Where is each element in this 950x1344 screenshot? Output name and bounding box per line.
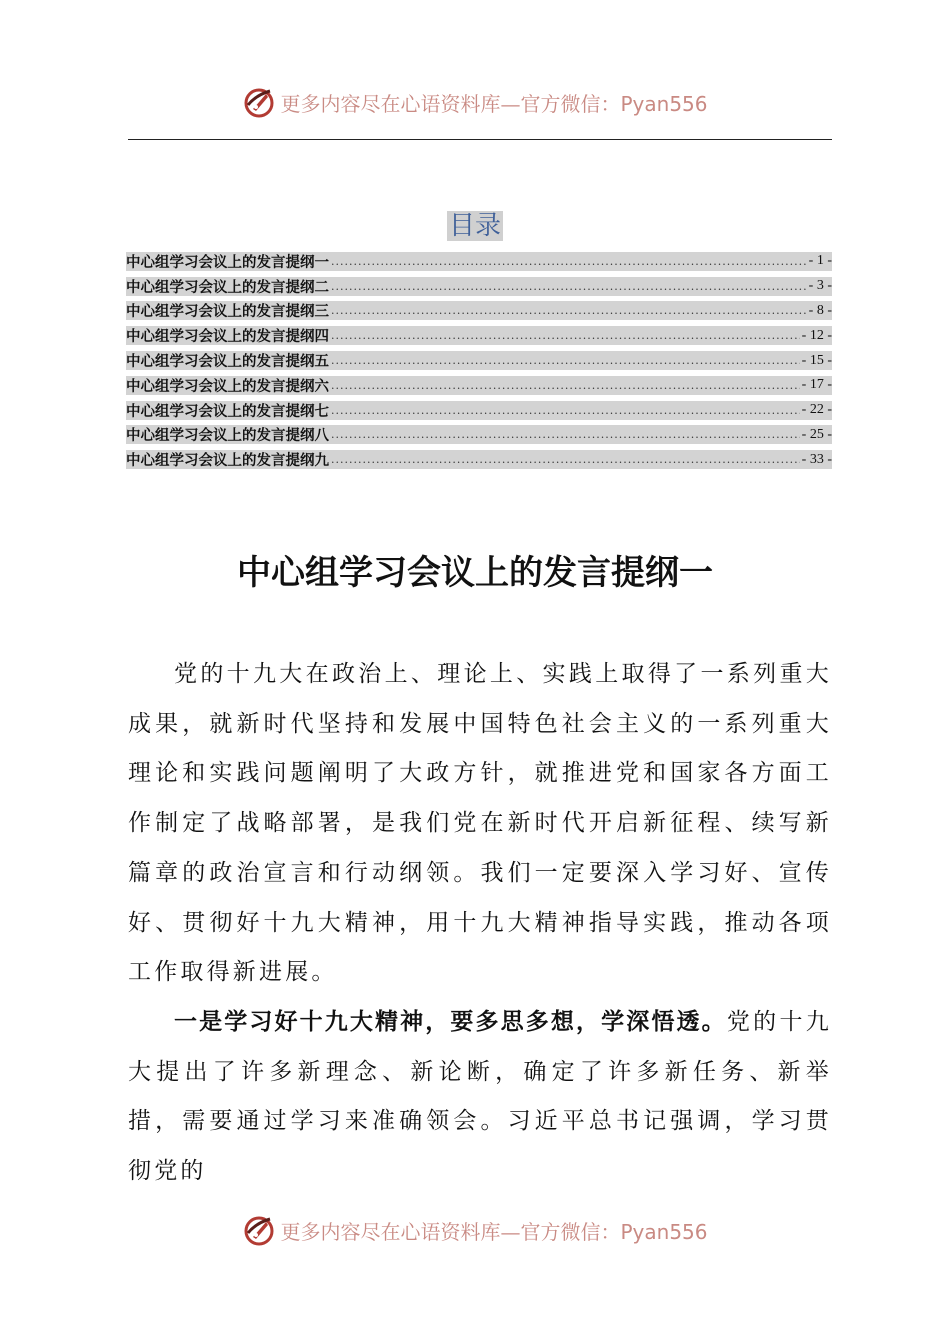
toc-item-page: - 25 - (801, 426, 832, 442)
toc-item[interactable] (126, 373, 832, 398)
footer-banner-text (280, 1216, 707, 1245)
footer-banner-main: 更多内容尽在心语资料库—官方微信： (280, 1219, 621, 1244)
table-of-contents (126, 249, 832, 472)
paragraph-rest: 党的十九大提出了许多新理念、新论断，确定了许多新任务、新举措，需要通过学习来准确领会。习近平总书记强调，学习贯彻党的 (128, 1008, 832, 1185)
toc-item-page: - 12 - (801, 327, 832, 343)
footer-banner (0, 1210, 950, 1250)
toc-leader-dots (331, 425, 800, 444)
toc-item[interactable] (126, 323, 832, 348)
toc-leader-dots (331, 301, 807, 320)
toc-title-text: 目录 (448, 211, 501, 241)
toc-item-label: 中心组学习会议上的发言提纲八 (126, 427, 329, 445)
toc-item-label: 中心组学习会议上的发言提纲九 (126, 452, 329, 470)
body-paragraph: 党的十九大在政治上、理论上、实践上取得了一系列重大成果，就新时代坚持和发展中国特色社会主义的一系列重大理论和实践问题阐明了大政方针，就推进党和国家各方面工作制定了战略部署，是我们党在新时代开启新征程、续写新篇章的政治宣言和行动纲领。我们一定要深入学习好、宣传好、贯彻好十九大精神，用十九大精神指导实践，推动各项工作取得新进展。 (128, 661, 832, 986)
toc-item-page: - 3 - (808, 278, 832, 294)
toc-leader-dots (331, 376, 800, 395)
toc-leader-dots (331, 252, 807, 271)
header-banner-id: Pyan556 (620, 91, 708, 116)
toc-item-page: - 8 - (808, 302, 832, 318)
toc-item-label: 中心组学习会议上的发言提纲七 (126, 402, 329, 420)
toc-item[interactable] (126, 447, 832, 472)
pen-logo-icon (242, 1213, 276, 1247)
header-banner (0, 82, 950, 122)
toc-item-page: - 1 - (808, 253, 832, 269)
toc-item[interactable] (126, 348, 832, 373)
toc-leader-dots (331, 326, 800, 345)
header-banner-text (280, 88, 707, 117)
footer-banner-id: Pyan556 (620, 1219, 708, 1244)
header-rule (128, 139, 832, 140)
document-body (128, 650, 832, 1197)
toc-item[interactable] (126, 249, 832, 274)
toc-item-page: - 22 - (801, 402, 832, 418)
toc-item-label: 中心组学习会议上的发言提纲三 (126, 303, 329, 321)
toc-item-label: 中心组学习会议上的发言提纲五 (126, 353, 329, 371)
paragraph-lead-bold: 一是学习好十九大精神，要多思多想，学深悟透。 (174, 1008, 727, 1035)
toc-item-label: 中心组学习会议上的发言提纲一 (126, 253, 329, 271)
body-paragraph (128, 998, 832, 1197)
pen-logo-icon (242, 85, 276, 119)
toc-item[interactable] (126, 423, 832, 448)
toc-item-page: - 33 - (801, 451, 832, 467)
toc-item[interactable] (126, 398, 832, 423)
header-banner-main: 更多内容尽在心语资料库—官方微信： (280, 91, 621, 116)
toc-leader-dots (331, 450, 800, 469)
toc-leader-dots (331, 277, 807, 296)
toc-title (0, 205, 950, 242)
toc-leader-dots (331, 351, 800, 370)
toc-leader-dots (331, 401, 800, 420)
toc-item[interactable] (126, 274, 832, 299)
toc-item-label: 中心组学习会议上的发言提纲四 (126, 328, 329, 346)
toc-item-page: - 15 - (801, 352, 832, 368)
document-title: 中心组学习会议上的发言提纲一 (237, 553, 713, 593)
toc-item-page: - 17 - (801, 377, 832, 393)
toc-item-label: 中心组学习会议上的发言提纲六 (126, 377, 329, 395)
toc-item[interactable] (126, 299, 832, 324)
toc-item-label: 中心组学习会议上的发言提纲二 (126, 278, 329, 296)
